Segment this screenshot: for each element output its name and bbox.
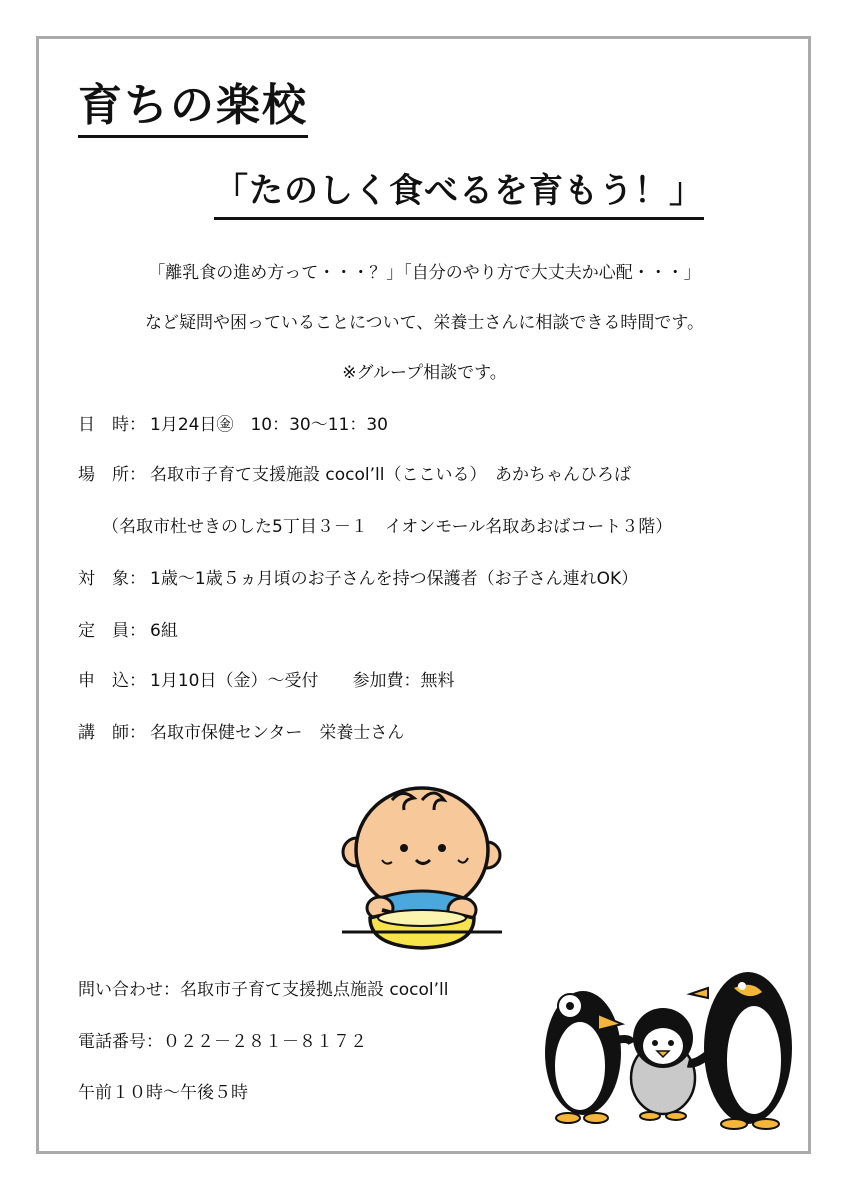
target-value: 1歳～1歳５ヵ月頃のお子さんを持つ保護者（お子さん連れOK） [150, 569, 639, 589]
place-value: 名取市子育て支援施設 cocol’ll（ここいる） あかちゃんひろば [150, 465, 631, 485]
page-subtitle: 「たのしく食べるを育もう！」 [214, 170, 704, 220]
penguin-right-icon [688, 972, 792, 1129]
inquiry-line: 問い合わせ：名取市子育て支援拠点施設 cocol’ll [78, 980, 449, 1000]
apply-row [78, 666, 454, 691]
datetime-value: 1月24日㊎ 10：30～11：30 [150, 415, 388, 435]
apply-value: 1月10日（金）～受付 参加費：無料 [150, 671, 455, 691]
target-label: 対 象： [78, 569, 146, 589]
datetime-row [78, 410, 388, 435]
address-line: （名取市杜せきのした5丁目３－１ イオンモール名取あおばコート３階） [102, 517, 673, 537]
target-row [78, 564, 638, 589]
place-label: 場 所： [78, 465, 146, 485]
capacity-row [78, 616, 178, 641]
capacity-value: 6組 [150, 621, 178, 641]
intro-line-1: 「離乳食の進め方って・・・？」「自分のやり方で大丈夫か心配・・・」 [148, 263, 701, 283]
capacity-label: 定 員： [78, 621, 146, 641]
intro-line-2: など疑問や困っていることについて、栄養士さんに相談できる時間です。 [145, 313, 704, 333]
datetime-label: 日 時： [78, 415, 146, 435]
penguin-family-illustration [538, 958, 800, 1133]
hours-line: 午前１０時～午後５時 [78, 1083, 248, 1103]
baby-eating-illustration [322, 760, 522, 955]
lecturer-value: 名取市保健センター 栄養士さん [150, 723, 405, 743]
penguin-baby-icon [631, 1008, 695, 1120]
penguin-left-icon [545, 991, 632, 1123]
lecturer-label: 講 師： [78, 723, 146, 743]
phone-line: 電話番号：０２２－２８１－８１７２ [78, 1032, 367, 1052]
place-row [78, 460, 631, 485]
lecturer-row [78, 718, 404, 743]
intro-note: ※グループ相談です。 [342, 363, 507, 383]
apply-label: 申 込： [78, 671, 146, 691]
page-title: 育ちの楽校 [78, 78, 308, 138]
